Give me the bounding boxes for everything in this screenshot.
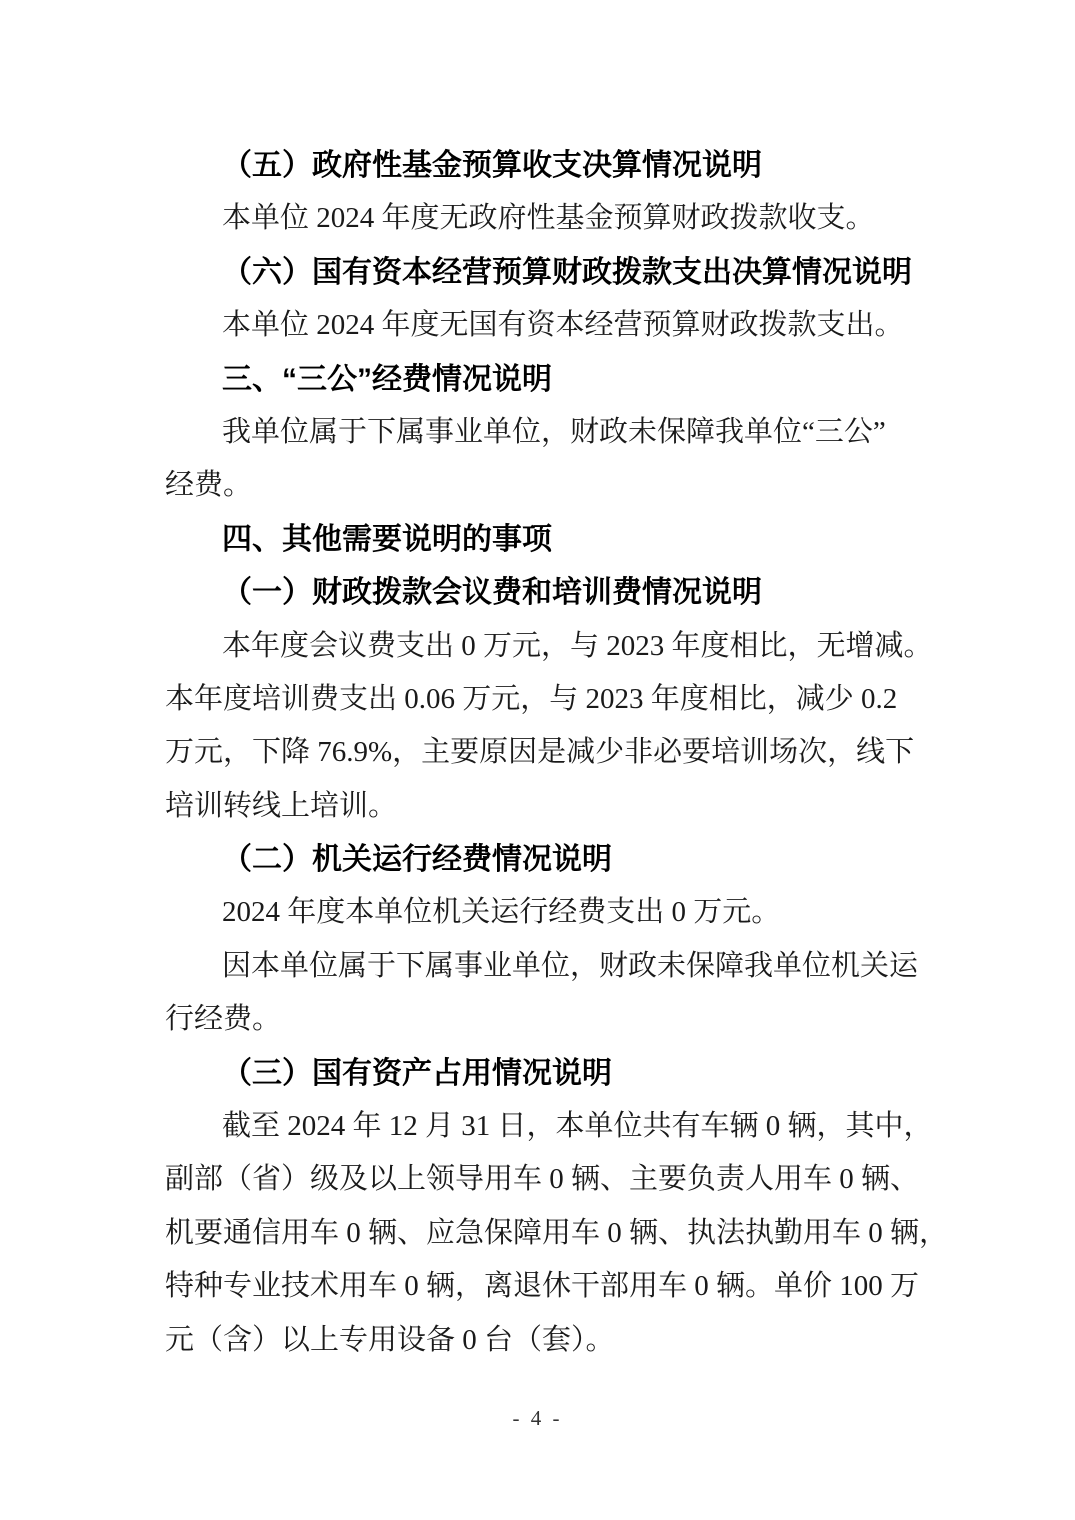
heading-line: （一）财政拨款会议费和培训费情况说明 bbox=[222, 576, 762, 610]
heading-line: （二）机关运行经费情况说明 bbox=[222, 843, 612, 877]
body-line: 万元，下降 76.9%，主要原因是减少非必要培训场次，线下 bbox=[165, 736, 915, 769]
body-line: 培训转线上培训。 bbox=[165, 789, 398, 822]
body-line: 元（含）以上专用设备 0 台（套）。 bbox=[165, 1323, 615, 1356]
body-line: 我单位属于下属事业单位，财政未保障我单位“三公” bbox=[222, 415, 886, 448]
page-number: - 4 - bbox=[512, 1406, 563, 1430]
heading-line: 四、其他需要说明的事项 bbox=[222, 522, 552, 556]
body-line: 本年度会议费支出 0 万元，与 2023 年度相比，无增减。 bbox=[222, 629, 933, 662]
body-line: 本单位 2024 年度无国有资本经营预算财政拨款支出。 bbox=[222, 309, 904, 342]
body-line: 本单位 2024 年度无政府性基金预算财政拨款收支。 bbox=[222, 202, 875, 235]
body-line: 副部（省）级及以上领导用车 0 辆、主要负责人用车 0 辆、 bbox=[165, 1163, 920, 1196]
heading-line: （六）国有资本经营预算财政拨款支出决算情况说明 bbox=[222, 255, 912, 289]
heading-line: （五）政府性基金预算收支决算情况说明 bbox=[222, 149, 762, 182]
body-line: 行经费。 bbox=[165, 1003, 282, 1036]
body-line: 机要通信用车 0 辆、应急保障用车 0 辆、执法执勤用车 0 辆， bbox=[165, 1216, 949, 1249]
body-line: 截至 2024 年 12 月 31 日，本单位共有车辆 0 辆，其中， bbox=[222, 1110, 933, 1143]
body-line: 因本单位属于下属事业单位，财政未保障我单位机关运 bbox=[222, 949, 919, 982]
heading-line: （三）国有资产占用情况说明 bbox=[222, 1056, 612, 1090]
body-line: 2024 年度本单位机关运行经费支出 0 万元。 bbox=[222, 896, 781, 929]
heading-line: 三、“三公”经费情况说明 bbox=[222, 362, 552, 396]
body-line: 本年度培训费支出 0.06 万元，与 2023 年度相比，减少 0.2 bbox=[165, 682, 898, 715]
document-body bbox=[165, 139, 949, 1367]
body-line: 经费。 bbox=[165, 469, 253, 502]
body-line: 特种专业技术用车 0 辆，离退休干部用车 0 辆。单价 100 万 bbox=[165, 1270, 920, 1303]
